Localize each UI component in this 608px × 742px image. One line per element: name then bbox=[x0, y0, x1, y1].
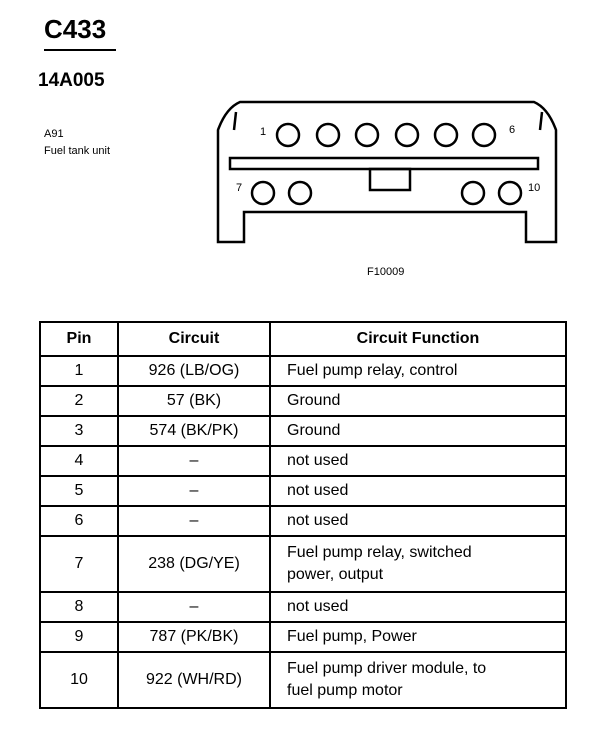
pin-cavity-2 bbox=[317, 124, 339, 146]
connector-face-diagram bbox=[210, 96, 560, 246]
table-row bbox=[40, 476, 566, 506]
function-cell bbox=[270, 652, 566, 708]
function-line: Fuel pump, Power bbox=[287, 628, 417, 645]
table-row bbox=[40, 356, 566, 386]
pin-cell: 8 bbox=[40, 592, 118, 622]
pin-label-6: 6 bbox=[509, 124, 516, 136]
pin-cell: 3 bbox=[40, 416, 118, 446]
function-cell bbox=[270, 446, 566, 476]
pin-label-1: 1 bbox=[260, 126, 267, 138]
table-row bbox=[40, 622, 566, 652]
circuit-cell: 238 (DG/YE) bbox=[118, 536, 270, 592]
circuit-cell: 574 (BK/PK) bbox=[118, 416, 270, 446]
pin-cell: 5 bbox=[40, 476, 118, 506]
pin-cavity-9 bbox=[462, 182, 484, 204]
pin-cavity-5 bbox=[435, 124, 457, 146]
pin-cell: 6 bbox=[40, 506, 118, 536]
pin-cavity-3 bbox=[356, 124, 378, 146]
pin-cell: 2 bbox=[40, 386, 118, 416]
figure-id: F10009 bbox=[367, 266, 405, 278]
header-pin: Pin bbox=[40, 322, 118, 356]
pin-cell: 4 bbox=[40, 446, 118, 476]
table-row bbox=[40, 592, 566, 622]
pin-cell: 10 bbox=[40, 652, 118, 708]
connector-center-bar bbox=[230, 158, 538, 169]
title-underline bbox=[44, 49, 116, 51]
pin-table bbox=[39, 321, 567, 709]
table-row bbox=[40, 536, 566, 592]
pin-cavity-7 bbox=[252, 182, 274, 204]
part-number: 14A005 bbox=[38, 70, 105, 91]
location-code: A91 bbox=[44, 128, 64, 140]
function-cell bbox=[270, 592, 566, 622]
pin-cell: 9 bbox=[40, 622, 118, 652]
location-block bbox=[44, 126, 110, 160]
pin-label-7: 7 bbox=[236, 182, 243, 194]
pin-cavity-6 bbox=[473, 124, 495, 146]
circuit-cell: 922 (WH/RD) bbox=[118, 652, 270, 708]
function-line: Ground bbox=[287, 422, 341, 439]
circuit-cell: 787 (PK/BK) bbox=[118, 622, 270, 652]
connector-latch bbox=[370, 169, 410, 190]
circuit-cell: – bbox=[118, 446, 270, 476]
table-row bbox=[40, 416, 566, 446]
pin-cell: 1 bbox=[40, 356, 118, 386]
function-cell bbox=[270, 416, 566, 446]
pin-cavity-1 bbox=[277, 124, 299, 146]
function-cell bbox=[270, 356, 566, 386]
function-line: fuel pump motor bbox=[287, 682, 403, 699]
pin-cavity-10 bbox=[499, 182, 521, 204]
circuit-cell: 57 (BK) bbox=[118, 386, 270, 416]
function-line: not used bbox=[287, 482, 349, 499]
pin-cavity-4 bbox=[396, 124, 418, 146]
circuit-cell: – bbox=[118, 506, 270, 536]
function-cell bbox=[270, 536, 566, 592]
header-circuit: Circuit bbox=[118, 322, 270, 356]
pin-label-10: 10 bbox=[528, 182, 541, 194]
function-cell bbox=[270, 386, 566, 416]
function-cell bbox=[270, 506, 566, 536]
pin-cavities bbox=[252, 124, 521, 204]
function-line: not used bbox=[287, 598, 349, 615]
table-row bbox=[40, 506, 566, 536]
header-function: Circuit Function bbox=[270, 322, 566, 356]
function-line: Ground bbox=[287, 392, 341, 409]
circuit-cell: – bbox=[118, 592, 270, 622]
circuit-cell: – bbox=[118, 476, 270, 506]
function-line: Fuel pump driver module, to bbox=[287, 660, 487, 677]
pin-cavity-8 bbox=[289, 182, 311, 204]
function-line: Fuel pump relay, switched bbox=[287, 544, 472, 561]
function-line: not used bbox=[287, 512, 349, 529]
location-description: Fuel tank unit bbox=[44, 145, 111, 157]
pin-table-header bbox=[40, 322, 566, 356]
circuit-cell: 926 (LB/OG) bbox=[118, 356, 270, 386]
function-cell bbox=[270, 622, 566, 652]
table-row bbox=[40, 652, 566, 708]
function-cell bbox=[270, 476, 566, 506]
function-line: power, output bbox=[287, 566, 384, 583]
function-line: Fuel pump relay, control bbox=[287, 362, 458, 379]
table-row bbox=[40, 386, 566, 416]
connector-housing bbox=[218, 102, 556, 242]
connector-title: C433 bbox=[44, 14, 107, 44]
pin-cell: 7 bbox=[40, 536, 118, 592]
table-row bbox=[40, 446, 566, 476]
function-line: not used bbox=[287, 452, 349, 469]
